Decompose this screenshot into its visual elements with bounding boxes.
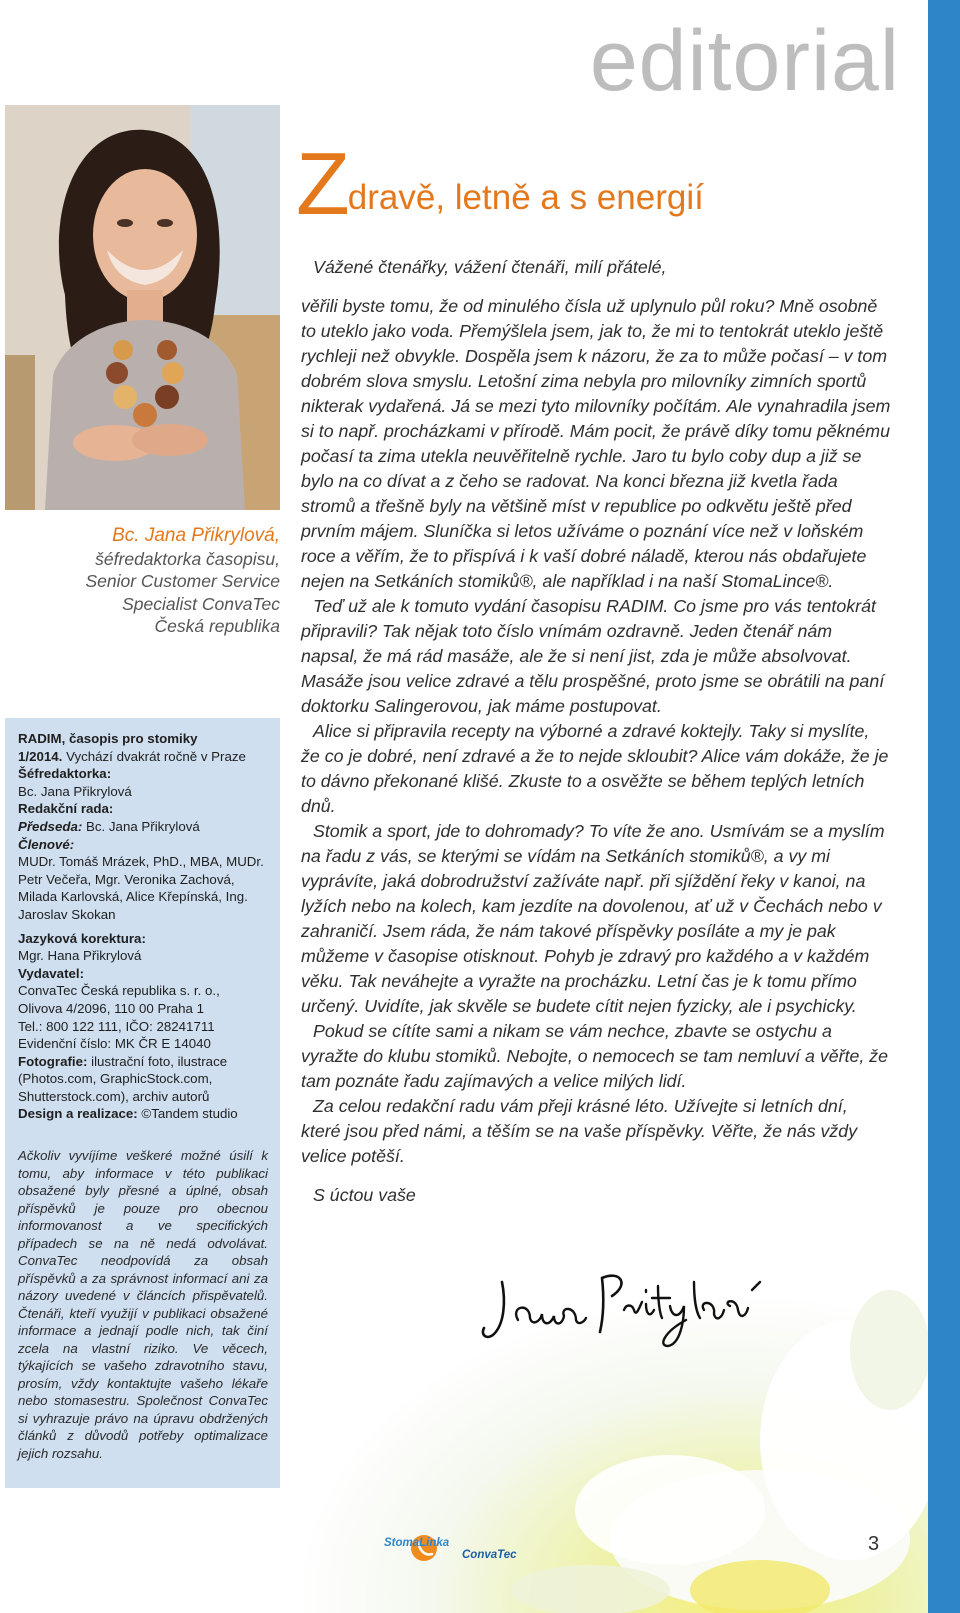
letter-paragraph: věřili byste tomu, že od minulého čísla už uplynulo půl roku? Mně osobně to uteklo jako voda. Přemýšlela jsem, jak to, že mi to tentokrát uteklo ještě rychleji než obvykle. Dospěla jsem k názoru, že za to může počasí – v tom dobrém slova smyslu. Letošní zima nebyla pro milovníky zimních sportů nikterak vydařená. Já se mezi tyto milovníky počítám. Ale vynahradila jsem si to např. procházkami v přírodě. Mám pocit, že právě díky tomu pěknému počasí ta zima utekla neuvěřitelně rychle. Jaro tu bylo coby dup a již se bylo na co dívat a z čeho se radovat. Na konci března již kvetla řada stromů a třešně byly na většině míst v republice po odkvětu ještě před prvním májem. Sluníčka si letos užíváme o poznání více než v loňském roce a věřím, že to přispívá i k vaší dobré náladě, kterou nás obdařujete nejen na Setkáních stomiků®, ale například i na naší StomaLince®. xyxy=(301,296,891,591)
stomalinka-convatec-logo xyxy=(384,1532,534,1564)
right-blue-stripe xyxy=(928,0,960,1613)
letter-paragraph: Teď už ale k tomuto vydání časopisu RADIM. Co jsme pro vás tentokrát připravili? Tak nějak toto číslo vnímám ozdravně. Jeden čtenář nám napsal, že má rád masáže, ale že si není jist, zda je může absolvovat. Masáže jsou velice zdravé a tělu prospěšné, proto jsme se obrátili na paní doktorku Salingerovou, jak máme postupovat. xyxy=(301,596,885,716)
design-label: Design a realizace: xyxy=(18,1106,138,1122)
publisher-label: Vydavatel: xyxy=(18,965,85,981)
proof-value: Mgr. Hana Přikrylová xyxy=(18,948,142,964)
letter-closing: S úctou vaše xyxy=(313,1185,416,1205)
editor-role-line: Specialist ConvaTec xyxy=(122,593,280,614)
issue-number: 1/2014. xyxy=(18,748,63,764)
members-value: MUDr. Tomáš Mrázek, PhD., MBA, MUDr. Petr Večeřa, Mgr. Veronika Zachová, Milada Karlovská, Alice Křepínská, Ing. Jaroslav Skokan xyxy=(18,854,264,922)
page-number: 3 xyxy=(868,1533,880,1555)
imprint-box xyxy=(5,718,280,1488)
issue-frequency: Vychází dvakrát ročně v Praze xyxy=(62,748,246,764)
issue-line xyxy=(18,748,268,766)
magazine-name: RADIM, časopis pro stomiky xyxy=(18,731,198,746)
editor-role-line: Česká republika xyxy=(154,616,280,636)
letter-paragraph: Stomik a sport, jde to dohromady? To víte že ano. Usmívám se a myslím na řadu z vás, se kterými se vídám na Setkáních stomiků®, a vy mi vyprávíte, jaká dobrodružství zažíváte např. při sjíždění řeky v kanoi, na lyžích nebo na kolech, kam jezdíte na dovolenou, ať už v Čechách nebo v zahraničí. Jsem ráda, že nám takové příspěvky posíláte a my je pak můžeme v časopise otisknout. Pohyb je zdravý pro každého a v každém věku. Tak neváhejte a vyražte na procházku. Letní čas je k tomu přímo určený. Uvidíte, jak skvěle se budete cítit nejen fyzicky, ale i psychicky. xyxy=(301,821,885,1016)
board-label: Redakční rada: xyxy=(18,801,114,817)
letter-paragraph: Pokud se cítíte sami a nikam se vám nechce, zbavte se ostychu a vyražte do klubu stomiků. Nebojte, o nemocech se tam nemluví a věřte, že tam poznáte řadu zajímavých a velice milých lidí. xyxy=(301,1021,889,1091)
letter-paragraph: Alice si připravila recepty na výborné a zdravé koktejly. Taky si myslíte, že co je dobré, není zdravé a že to nejde skloubit? Alice vám dokáže, že je to dávno překonané klišé. Zkuste to a osvěžte se během teplých letních dnů. xyxy=(301,721,889,816)
letter-salutation: Vážené čtenářky, vážení čtenáři, milí přátelé, xyxy=(313,257,667,277)
publisher-line: Olivova 4/2096, 110 00 Praha 1 xyxy=(18,1000,205,1016)
logo-brand-stomalinka: StomaLinka xyxy=(384,1537,450,1549)
logo-brand-convatec: ConvaTec xyxy=(462,1549,517,1561)
editor-name: Bc. Jana Přikrylová, xyxy=(112,525,280,546)
publisher-line: Tel.: 800 122 111, IČO: 28241711 xyxy=(18,1018,215,1034)
photo-credit: ilustrační foto, ilustrace (Photos.com, GraphicStock.com, Shutterstock.com), archiv autorů xyxy=(18,1053,228,1104)
design-credit: ©Tandem studio xyxy=(137,1106,238,1122)
editor-caption xyxy=(40,525,280,638)
editor-value: Bc. Jana Přikrylová xyxy=(18,783,132,799)
disclaimer-text: Ačkoliv vyvíjíme veškeré možné úsilí k tomu, aby informace v této publikaci obsažené byly přesné a úplné, obsah příspěvků je pouze pro obecnou informovanost a ve specifických případech se na ně nedá odvolávat. ConvaTec neodpovídá za obsah příspěvků a za správnost informací ani za názory uvedené v článcích přispěvatelů. Čtenáři, kteří využijí v publikaci obsažené informace a jednají podle nich, tak činí zcela na vlastní riziko. Ve věcech, týkajících se vašeho zdravotního stavu, prosím, vždy kontaktujte vašeho lékaře nebo stomasestru. Společnost ConvaTec si vyhrazuje právo na úpravu obdržených článků z důvodů potřeby optimalizace jejich rozsahu. xyxy=(18,1148,268,1461)
section-title: editorial xyxy=(589,13,900,109)
proof-label: Jazyková korektura: xyxy=(18,930,146,946)
signature xyxy=(480,1262,780,1352)
article-heading xyxy=(296,134,704,233)
chair-line xyxy=(18,818,268,836)
heading-dropcap: Z xyxy=(296,134,350,233)
design-line xyxy=(18,1105,268,1123)
heading-text: dravě, letně a s energií xyxy=(347,178,704,217)
editor-role-line: šéfredaktorka časopisu, xyxy=(95,548,280,569)
chair-label: Předseda: xyxy=(18,818,83,834)
letter-paragraph: Za celou redakční radu vám přeji krásné léto. Užívejte si letních dní, které jsou před námi, a těším se na vaše příspěvky. Věřte, že nás vždy velice potěší. xyxy=(301,1096,858,1166)
photo-credit-line xyxy=(18,1053,268,1106)
photo-label: Fotografie: xyxy=(18,1053,88,1069)
members-label: Členové: xyxy=(18,836,75,852)
chair-value: Bc. Jana Přikrylová xyxy=(82,818,200,834)
editor-role-line: Senior Customer Service xyxy=(85,571,280,591)
editorial-letter xyxy=(301,255,891,1208)
publisher-line: ConvaTec Česká republika s. r. o., xyxy=(18,983,220,999)
editor-portrait-photo xyxy=(5,105,280,510)
editor-label: Šéfredaktorka: xyxy=(18,766,112,782)
publisher-line: Evidenční číslo: MK ČR E 14040 xyxy=(18,1036,211,1052)
